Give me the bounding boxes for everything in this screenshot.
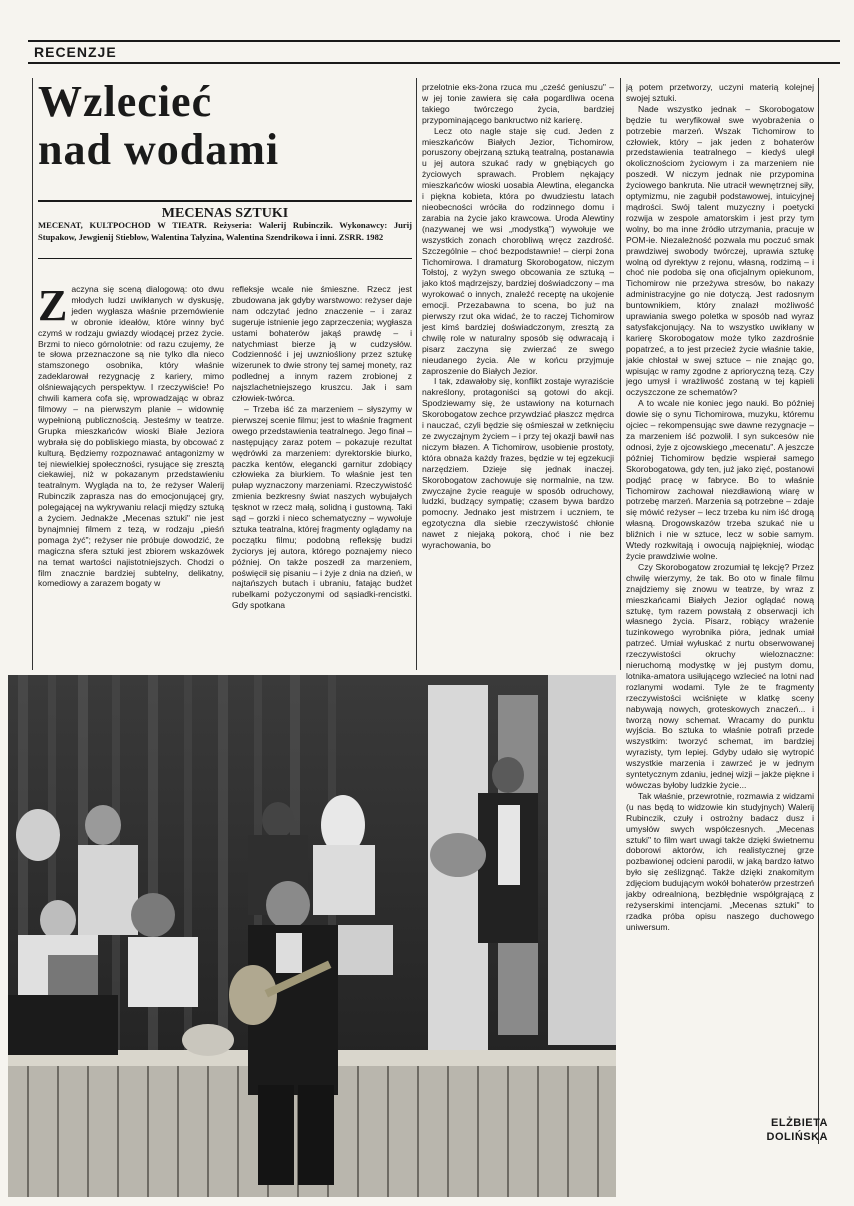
article-column-3 [422, 82, 614, 674]
author-first-name: ELŻBIETA [771, 1117, 828, 1129]
paragraph: przelotnie eks-żona rzuca mu „cześć geniuszu" – w jej tonie zawiera się cała pogardliwa ocena takiego twórczego życia, bardziej przypominającego bankructwo niż karierę. [422, 82, 614, 125]
headline-line-2: nad wodami [38, 125, 280, 174]
author-byline [740, 1116, 828, 1144]
paragraph: – Trzeba iść za marzeniem – słyszymy w pierwszej scenie filmu; jest to właśnie fragment owego przedstawienia teatralnego. Jego finał – następujący zaraz potem – pokazuje rezultat wędrówki za marzeniem: dyrektorskie biurko, paczka kentów, elegancki garnitur zdobiący człowieka za biurkiem. To właśnie jest ten pułap wyznaczony marzeniami. Rzeczywistość zmienia bezkresny świat naszych wybujałych tęsknot w rzecz małą, solidną i gustowną. Taki sąd – gorzki i nieco schematyczny – wywołuje sztuka teatralna, której fragmenty oglądamy na początku filmu; podobną refleksję budzi życiorys jej autora, którego poznajemy nieco później. On także poszedł za marzeniem, poświęcił się pisaniu – i żyje z dnia na dzień, w najtańszych butach i ubraniu, fatając budżet rubelkami pożyczonymi od sąsiadki-rencistki. Gdy spotkana [232, 403, 412, 611]
section-rule [28, 62, 840, 64]
paragraph: ją potem przetworzy, uczyni materią kolejnej swojej sztuki. [626, 82, 814, 103]
film-still-illustration [8, 675, 616, 1197]
article-column-4 [626, 82, 814, 1112]
column-rule-edge [818, 78, 819, 1144]
paragraph: I tak, zdawałoby się, konflikt zostaje wyraziście nakreślony, protagoniści są gotowi do akcji. Spodziewamy się, że ustawiony na koturnach Skorobogatow zechce przywdziać płaszcz mędrca i nauczać, czyli będzie się ośmieszał w zetknięciu ze zwyczajnym życiem – i przy tej okazji bawił nas niczym błazen. A Tichomirow, usobienie prostoty, która obnaża każdy frazes, będzie w tej egzekucji narzędziem. Dzieje się jednak inaczej. Skorobogatow zachowuje się normalnie, na tzw. zwyczajne życie reaguje w sposób odruchowy, ludzki, budzący sympatię; czasem bywa bardzo pomocny. Jednako jest mistrzem i uczniem, te egzotyczna dla siebie rzeczywistość chłonie nawet z niejaką pokorą, choć i nie bez wyrachowania, bo [422, 376, 614, 551]
paragraph: refleksje wcale nie śmieszne. Rzecz jest zbudowana jak gdyby warstwowo: reżyser daje nam odczytać jedno znaczenie – i zaraz sugeruje istnienie jego zaprzeczenia; wygłasza ustami bohaterów jakąś prawdę – i natychmiast bierze ją w cudzysłów. Codzienność i jej uwzniośliony przez sztukę wizerunek to dwie strony tej samej monety, raz podlednej a innym razem zrobionej z najszlachetniejszego kruszcu. Jak i sam człowiek-twórca. [232, 284, 412, 404]
paragraph: aczyna się sceną dialogową: oto dwu młodych ludzi uwikłanych w dyskusję, jeden wygłasza właśnie przemówienie w obronie ideałów, które winny być czymś w rodzaju gwiazdy wiodącej przez życie. Brzmi to nieco górnolotnie: od razu czujemy, że te słowa przeznaczone są nie tylko dla nieco stamszonego osobnika, który właśnie zadeklarował rezygnację z kariery, mimo olśniewających perspektyw. I rzeczywiście! Po chwili kamera cofa się, wprowadzając w obraz filmowy – na pierwszym planie – widownię wypełnioną publicznością. Jesteśmy w teatrze. Grupka mieszkańców wioski Białe Jeziora wybrała się do pobliskiego miasta, by obcować z kulturą. Będziemy rozpoznawać antagonizmy w tej niewielkiej społeczności, rysujące się zresztą ciekawiej, niż w pokazanym przedstawieniu teatralnym. Wygląda na to, że reżyser Walerij Rubinczik zaprasza nas do emocjonującej gry, polegającej na wykrywaniu relacji między sztuką a życiem. Jednakże „Mecenas sztuki" nie jest bynajmniej filmem z tezą, w rodzaju „pieśń pomaga żyć"; reżyser nie próbuje dowodzić, że magiczna sfera sztuki jest zbiorem wskazówek na temat wartości najistotniejszych. Chodzi o film znacznie bardziej subtelny, delikatny, komediowy a zarazem bogaty w [38, 284, 224, 589]
credits-rule [38, 258, 412, 259]
article-column-1 [38, 284, 224, 674]
drop-cap: Z [38, 284, 68, 330]
headline-line-1: Wzlecieć [38, 77, 213, 126]
article-headline [38, 78, 418, 174]
author-last-name: DOLIŃSKA [766, 1131, 828, 1143]
column-rule-right [620, 78, 621, 670]
section-label: RECENZJE [34, 44, 117, 60]
paragraph: A to wcale nie koniec jego nauki. Bo później dowie się o synu Tichomirowa, muzyku, któremu ojciec – rekompensując swe dawne rezygnacje – za marzeniem iść pozwolił. I syn sukcesów nie odnosi, żyje z ojcowskiego „mecenatu". A jeszcze później Tichomirow będzie wspierał samego Skorobogatowa, gdy ten, już jako zięć, postanowi podjąć pracę w fabryce. Bo to właśnie Tichomirow zachował niezdławioną wiarę w potrzebę marzeń. Marzenia są potrzebne – zdaje się mówić reżyser – lecz trzeba ku nim iść drogą własną. Drogowskazów trzeba szukać nie u bliźnich i nie w sztuce, lecz w sobie samym. Wtedy rozkwitają i owocują najpiękniej, wiodąc życie prawdziwie wolne. [626, 398, 814, 561]
column-rule-left [32, 78, 33, 670]
film-credits: MECENAT, KULTPOCHOD W TIEATR. Reżyseria: Walerij Rubinczik. Wykonawcy: Jurij Stupakow, Jewgienij Stiebłow, Walentina Tałyzina, Walentina Szendrikowa i inni. ZSRR. 1982 [38, 220, 412, 242]
paragraph: Nade wszystko jednak – Skorobogatow będzie tu weryfikował swe wyobrażenia o potrzebie marzeń. Wszak Tichomirow to człowiek, który – jak jeden z bohaterów przedstawienia teatralnego – kiedyś uległ okolicznościom życiowym i za marzeniem nie poszedł. W niczym jednak nie przypomina życiowego bankruta. Nie utracił wewnętrznej siły, optymizmu, nie zagubił podstawowej, intuicyjnej mądrości. Swój talent muzyczny i poetycki rozwija w zespole amatorskim i jest przy tym wolny, bo ma inne źródło utrzymania, pracuje w POM-ie. Niezależność pozwala mu poczuć smak prawdziwej swobody twórczej, uprawia sztukę wolną od dyrektyw z rejonu, własną, rodzimą – i choć nie podoba się ona oficjalnym opiekunom, Tichomirow nie przeżywa stresów, bo nakazy administracyjne go nie dotyczą. Jest radosnym buntownikiem, który znalazł możliwość uprawiania swego poletka w sposób nad wyraz satysfakcjonujący. Na to wszystko uwikłany w karierę Skorobogatow może tylko zazdrośnie popatrzeć, a to jest przecież życie właśnie takie, jakie chłostał w swej sztuce – nie znając go, wpisując w ramy zgodne z aprioryczną tezą. Czy jego umysł i wrażliwość zostaną w tej kąpieli oczyszczone ze schematów? [626, 103, 814, 398]
paragraph: Czy Skorobogatow zrozumiał tę lekcję? Przez chwilę wierzymy, że tak. Bo oto w finale filmu znajdziemy się znowu w teatrze, by wraz z mieszkańcami Białych Jezior oglądać nową sztukę, tym razem powstałą z obserwacji ich własnego życia. Pisarz, robiący wrażenie tuzinkowego wyrobnika pióra, jednak umiał patrzeć. Umiał wyłuskać z nurtu obserwowanej rzeczywistości okruchy wieloznaczne: nieruchomą modystkę w jej pustym domu, lotnika-amatora usiłującego wzlecieć na lotni nad rozlanymi wodami. Tyle że te fragmenty rzeczywistości wciśnięte w klatkę sceny nabywają nowych, groteskowych znaczeń... i tworzą nowy schemat. Wracamy do punktu wyjścia. Bo sztuka to właśnie potrafi przede wszystkim: tworzyć schemat, im bardziej wyrazisty, tym lepiej. Gdyby udało się wytropić wszystkie marzenia i zawrzeć je w jednym syntetycznym zdaniu, jednej wizji – jakże piękne i wówczas byłoby ludzkie życie... [626, 561, 814, 790]
paragraph: Lecz oto nagle staje się cud. Jeden z mieszkańców Białych Jezior, Tichomirow, poruszony obejrzaną sztuką teatralną, postanawia u jej autora szukać rady w gnębiących go życiowych sprawach. Problem nękający mieszkańców wioski uosabia Alewtina, elegancka i piękna kobieta, która po dwudziestu latach nieobecności wróciła do rodzinnego domu i zarabia na życie jako krawcowa. Uroda Alewtiny (nazywanej we wsi „modystką") wywołuje we wszystkich zonach chorobliwą wręcz zazdrość. Szczególnie – choć bezpodstawnie! – cierpi żona Tichomirowa. I dramaturg Skorobogatow, niczym Tołstoj, z wyżyn swego obcowania ze sztuką – jako ktoś mądrzejszy, bardziej doświadczony – ma wyrokować o innych, znaleźć receptę na ukojenie emocji. Przezabawna to scena, bo już na pierwszy rzut oka widać, że to raczej Tichomirow jest kimś bardziej doświadczonym, zresztą za chwilę role w naturalny sposób się odwracają i pisarz zaczyna się zwierzać ze swego nieudanego życia. Ale w końcu przyjmuje zaproszenie do Białych Jezior. [422, 125, 614, 376]
top-rule [28, 40, 840, 42]
paragraph: Tak właśnie, przewrotnie, rozmawia z widzami (u nas będą to widzowie kin studyjnych) Walerij Rubinczik, czuły i ostrożny badacz dusz i umysłów swych współczesnych. „Mecenas sztuki" to film wart uwagi także dzięki świetnemu doborowi aktorów, ich realistycznej grze pozbawionej odcieni parodii, w jaką bardzo łatwo było się ześlizgnąć. Także dzięki znakomitym zdjęciom budującym wokół bohaterów przestrzeń jakby odrealnioną, bezbłędnie współgrającą z reżyserskimi intencjami. „Mecenas sztuki" to rzadka próba opisu naszego duchowego uniwersum. [626, 790, 814, 932]
article-column-2 [232, 284, 412, 674]
film-still-photo [8, 675, 616, 1197]
play-title: MECENAS SZTUKI [38, 200, 412, 222]
